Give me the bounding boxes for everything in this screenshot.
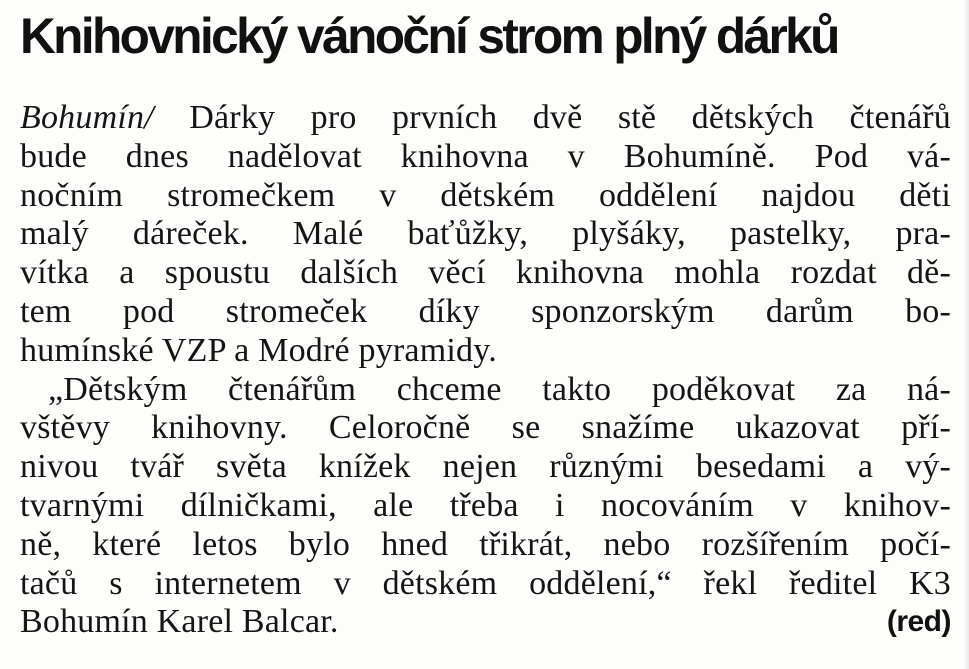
scan-edge bbox=[963, 0, 969, 669]
body-line: humínské VZP a Modré pyramidy. bbox=[20, 331, 497, 369]
article-body bbox=[20, 99, 951, 642]
body-line: nivou tvář světa knížek nejen různými besedami a vý- bbox=[20, 448, 951, 486]
body-line: tačů s internetem v dětském oddělení,“ řekl ředitel K3 bbox=[20, 564, 951, 602]
dateline: Bohumín/ bbox=[20, 99, 154, 136]
article-headline: Knihovnický vánoční strom plný dárků bbox=[20, 8, 838, 64]
body-line: ně, které letos bylo hned třikrát, nebo rozšířením počí- bbox=[20, 525, 951, 563]
author-byline: (red) bbox=[886, 605, 951, 639]
body-line: bude dnes nadělovat knihovna v Bohumíně. Pod vá- bbox=[20, 137, 951, 175]
body-text: Bohumín Karel Balcar. bbox=[20, 603, 339, 641]
body-line: malý dáreček. Malé baťůžky, plyšáky, pastelky, pra- bbox=[20, 215, 951, 253]
body-line: vítka a spoustu dalších věcí knihovna mohla rozdat dě- bbox=[20, 254, 951, 292]
body-line: vštěvy knihovny. Celoročně se snažíme ukazovat pří- bbox=[20, 409, 951, 447]
body-line: tvarnými dílničkami, ale třeba i nocováním v knihov- bbox=[20, 486, 951, 524]
body-line: tem pod stromeček díky sponzorským darům bo- bbox=[20, 292, 951, 330]
body-line bbox=[20, 603, 951, 642]
body-line: „Dětským čtenářům chceme takto poděkovat za ná- bbox=[48, 370, 951, 408]
body-text: Dárky pro prvních dvě stě dětských čtenářů bbox=[189, 99, 951, 136]
body-line: nočním stromečkem v dětském oddělení najdou děti bbox=[20, 176, 951, 214]
body-line bbox=[20, 99, 951, 138]
